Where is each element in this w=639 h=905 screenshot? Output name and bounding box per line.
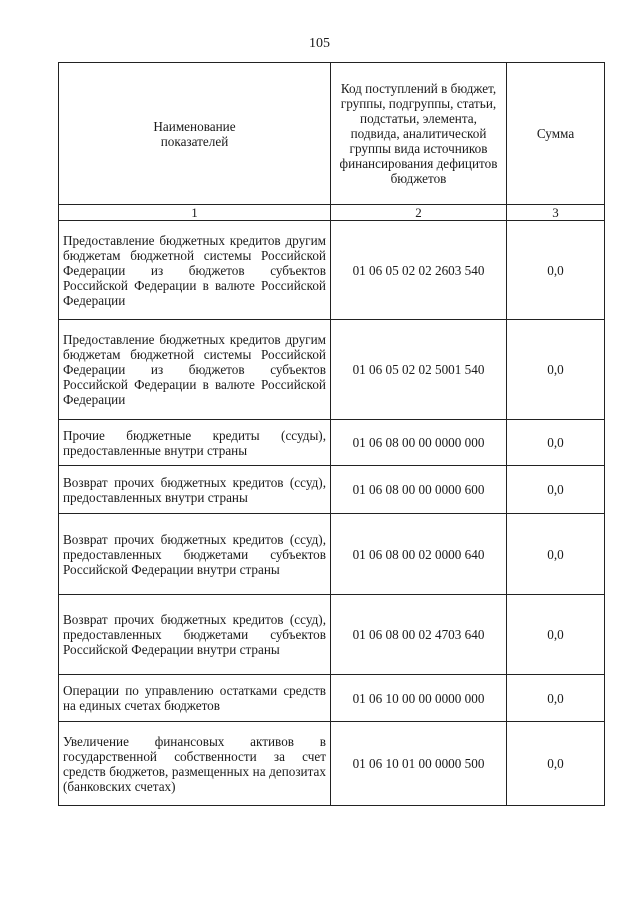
row-sum: 0,0 bbox=[507, 722, 605, 806]
table-row bbox=[59, 722, 605, 806]
table-row bbox=[59, 595, 605, 675]
page-number: 105 bbox=[309, 36, 330, 51]
row-name: Увеличение финансовых активов в государственной собственности за счет средств бюджетов, размещенных на депозитах (банковских счетах) bbox=[59, 722, 331, 806]
row-name: Возврат прочих бюджетных кредитов (ссуд), предоставленных бюджетами субъектов Российской Федерации внутри страны bbox=[59, 595, 331, 675]
budget-sources-table bbox=[58, 62, 605, 806]
column-number-row bbox=[59, 205, 605, 221]
row-sum: 0,0 bbox=[507, 675, 605, 722]
table-row bbox=[59, 320, 605, 420]
row-name: Предоставление бюджетных кредитов другим бюджетам бюджетной системы Российской Федерации из бюджетов субъектов Российской Федерации в валюте Российской Федерации bbox=[59, 320, 331, 420]
header-code-column: Код поступлений в бюджет, группы, подгруппы, статьи, подстатьи, элемента, подвида, аналитической группы вида источников финансирования дефицитов бюджетов bbox=[331, 63, 507, 205]
row-code: 01 06 10 01 00 0000 500 bbox=[331, 722, 507, 806]
table-row bbox=[59, 420, 605, 466]
table-body bbox=[59, 221, 605, 806]
row-code: 01 06 05 02 02 2603 540 bbox=[331, 221, 507, 320]
row-name: Возврат прочих бюджетных кредитов (ссуд), предоставленных бюджетами субъектов Российской Федерации внутри страны bbox=[59, 514, 331, 595]
row-code: 01 06 05 02 02 5001 540 bbox=[331, 320, 507, 420]
row-sum: 0,0 bbox=[507, 595, 605, 675]
row-name: Предоставление бюджетных кредитов другим бюджетам бюджетной системы Российской Федерации из бюджетов субъектов Российской Федерации в валюте Российской Федерации bbox=[59, 221, 331, 320]
row-name: Возврат прочих бюджетных кредитов (ссуд), предоставленных внутри страны bbox=[59, 466, 331, 514]
row-code: 01 06 10 00 00 0000 000 bbox=[331, 675, 507, 722]
table-row bbox=[59, 466, 605, 514]
row-name: Прочие бюджетные кредиты (ссуды), предоставленные внутри страны bbox=[59, 420, 331, 466]
row-sum: 0,0 bbox=[507, 221, 605, 320]
row-code: 01 06 08 00 00 0000 000 bbox=[331, 420, 507, 466]
row-code: 01 06 08 00 00 0000 600 bbox=[331, 466, 507, 514]
table-row bbox=[59, 675, 605, 722]
row-sum: 0,0 bbox=[507, 514, 605, 595]
header-sum-column: Сумма bbox=[507, 63, 605, 205]
row-sum: 0,0 bbox=[507, 420, 605, 466]
column-number-2: 2 bbox=[331, 205, 507, 221]
column-number-1: 1 bbox=[59, 205, 331, 221]
row-name: Операции по управлению остатками средств на единых счетах бюджетов bbox=[59, 675, 331, 722]
table-header-row bbox=[59, 63, 605, 205]
row-sum: 0,0 bbox=[507, 320, 605, 420]
row-code: 01 06 08 00 02 4703 640 bbox=[331, 595, 507, 675]
column-number-3: 3 bbox=[507, 205, 605, 221]
table-row bbox=[59, 221, 605, 320]
row-code: 01 06 08 00 02 0000 640 bbox=[331, 514, 507, 595]
header-name-column: Наименование показателей bbox=[59, 63, 331, 205]
row-sum: 0,0 bbox=[507, 466, 605, 514]
table-row bbox=[59, 514, 605, 595]
